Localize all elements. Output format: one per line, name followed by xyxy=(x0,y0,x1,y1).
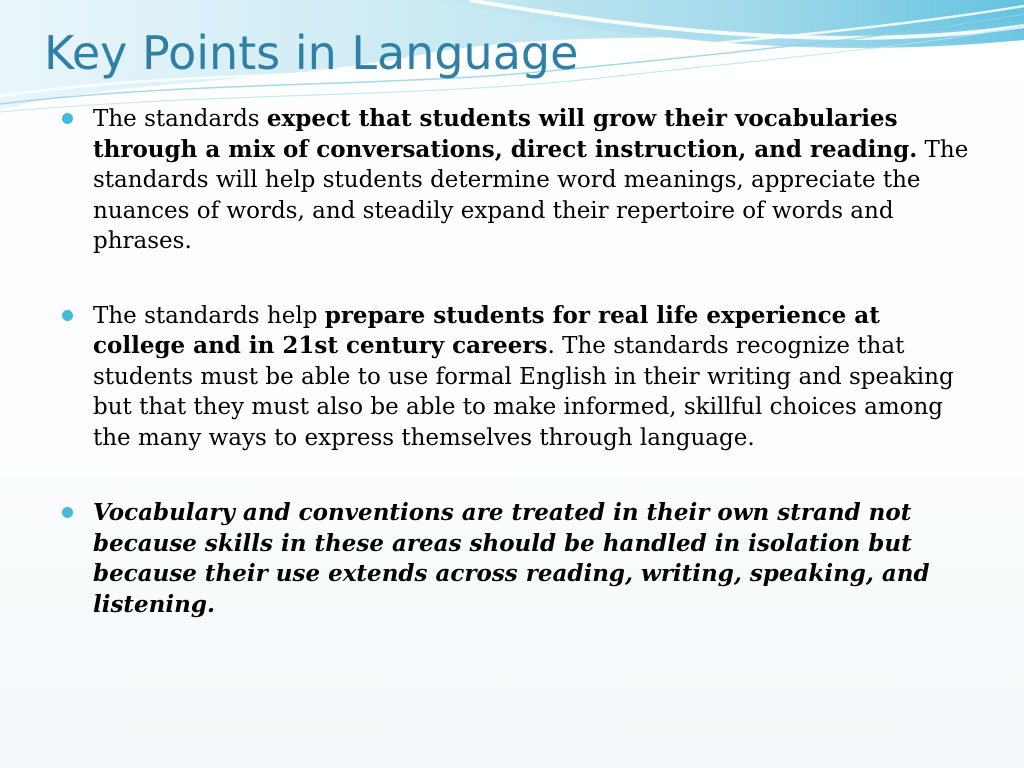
slide-title: Key Points in Language xyxy=(44,26,579,80)
bullet-text: The standards will help students determine word meanings, appreciate the nuances of words, and steadily expand their repertoire of words and phrases. xyxy=(93,136,969,254)
bullet-text: . The standards recognize that students must be able to use formal English in their writing and speaking but that they must also be able to make informed, skillful choices among the many ways to express themselves through language. xyxy=(93,333,954,451)
bullet-text: The standards xyxy=(93,106,267,132)
bullet-dot-icon xyxy=(62,507,73,518)
bullet-item-vocabulary-growth xyxy=(60,104,970,257)
bullet-list xyxy=(60,104,970,620)
bullet-dot-icon xyxy=(62,310,73,321)
bullet-emphasis: expect that students will grow their vocabularies through a mix of conversations, direct instruction, and reading. xyxy=(93,105,918,163)
bullet-emphasis: Vocabulary and conventions are treated in their own strand not because skills in these areas should be handled in isolation but because their use extends across reading, writing, speaking, and listening. xyxy=(93,499,930,618)
bullet-item-vocabulary-conventions xyxy=(60,498,970,620)
bullet-emphasis: prepare students for real life experience at college and in 21st century careers xyxy=(93,301,880,359)
bullet-item-real-life-preparation xyxy=(60,301,970,454)
bullet-dot-icon xyxy=(62,113,73,124)
bullet-text: The standards help xyxy=(93,302,325,329)
